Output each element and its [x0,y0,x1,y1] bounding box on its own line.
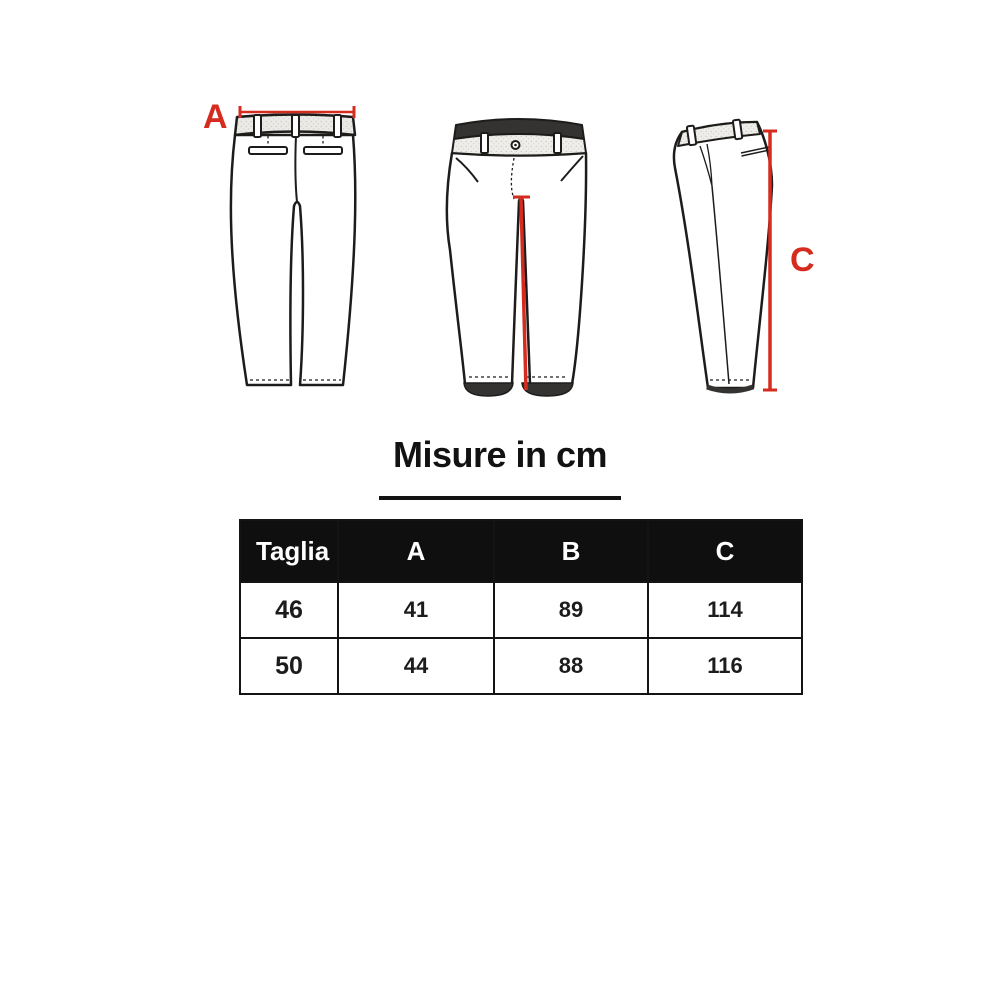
cell-size-50: 50 [240,638,338,694]
size-table-header-row [240,520,802,582]
title-underline [379,496,621,500]
header-measure-b: B [494,520,648,582]
pants-front-body [447,119,586,396]
cell-46-b: 89 [494,582,648,638]
pants-back-body [231,115,355,386]
pants-front-view-drawing [440,100,600,405]
cell-46-a: 41 [338,582,494,638]
header-measure-c: C [648,520,802,582]
pants-back-view-drawing [200,90,375,402]
header-taglia: Taglia [240,520,338,582]
table-row-size-50 [240,638,802,694]
pants-side-view-drawing [655,100,795,405]
cell-50-b: 88 [494,638,648,694]
size-chart-title: Misure in cm [392,434,608,475]
front-hem-cuffs-dark [464,383,573,396]
measurement-label-a: A [203,98,228,136]
cell-46-c: 114 [648,582,802,638]
size-table [239,519,803,695]
pants-side-body [674,120,772,391]
table-row-size-46 [240,582,802,638]
front-button [512,141,520,149]
cell-50-a: 44 [338,638,494,694]
cell-50-c: 116 [648,638,802,694]
header-measure-a: A [338,520,494,582]
cell-size-46: 46 [240,582,338,638]
measurement-label-c: C [790,241,815,279]
